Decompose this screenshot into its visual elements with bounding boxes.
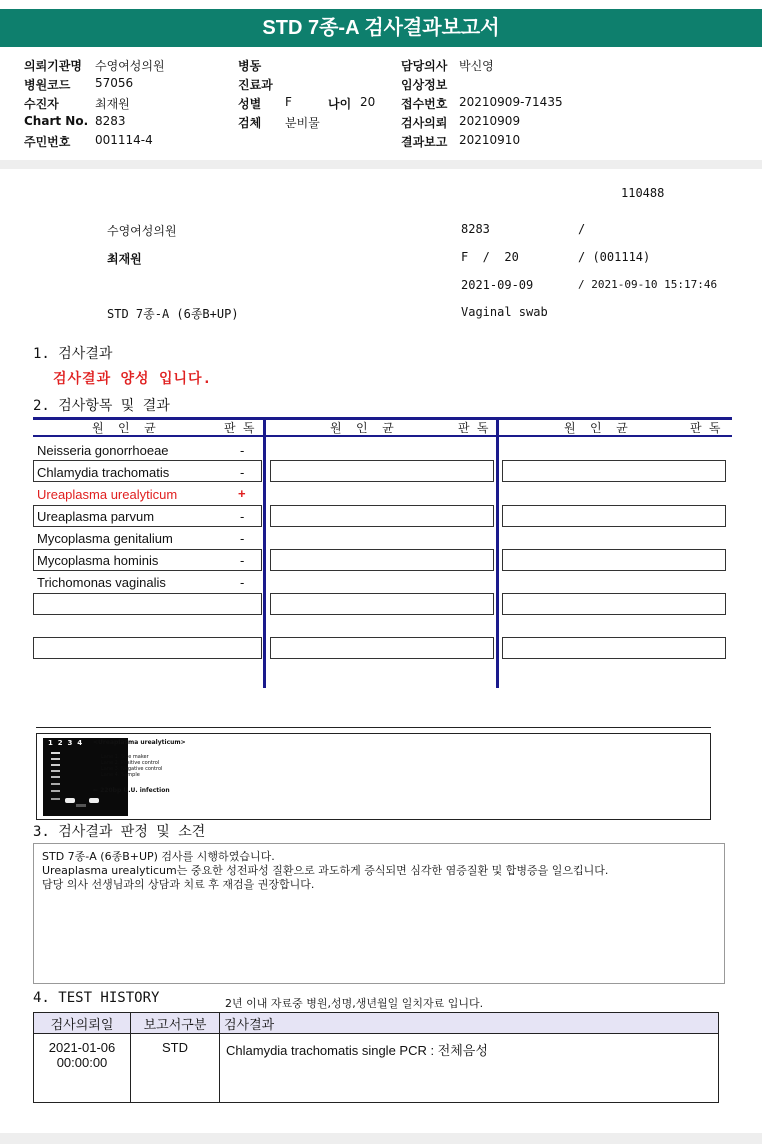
patient-label: 수진자 [24,97,59,111]
row-box [502,549,726,571]
organism-name: Mycoplasma genitalium [37,531,173,546]
sex-value: F [285,95,292,109]
info-name: 최재원 [107,252,142,266]
history-header-result: 검사결과 [220,1013,719,1034]
specimen-label: 검체 [238,116,262,130]
organism-name: Trichomonas vaginalis [37,575,166,590]
receipt-label: 접수번호 [401,97,448,111]
row-box [502,637,726,659]
organism-name: Ureaplasma parvum [37,509,155,524]
history-date: 2021-01-06 [48,1040,116,1055]
col-judg-1: 판 독 [224,421,255,435]
row-box [33,593,262,615]
chart-value: 8283 [95,114,126,128]
gel-band-label: ← 220bp U.U. infection [93,787,170,794]
request-label: 검사의뢰 [401,116,448,130]
doctor-value: 박신영 [459,59,494,73]
result-message: 검사결과 양성 입니다. [53,371,213,387]
col-organism-3: 원 인 균 [564,421,628,435]
row-box [270,460,494,482]
history-date-cell [34,1034,131,1103]
history-header-date: 검사의뢰일 [34,1013,131,1034]
row-box [270,505,494,527]
history-row [34,1034,719,1103]
row-box [502,505,726,527]
gel-band-text: 220bp U.U. infection [100,787,170,794]
info-id: / (001114) [578,250,651,264]
code-value: 57056 [95,76,134,90]
id-value: 001114-4 [95,133,153,147]
report-label: 결과보고 [401,135,448,149]
history-result: Chlamydia trachomatis single PCR : 전체음성 [220,1034,719,1103]
organism-result: - [240,465,245,480]
organism-result: - [240,509,245,524]
history-header-type: 보고서구분 [131,1013,220,1034]
organism-name: Mycoplasma hominis [37,553,159,568]
row-box [270,549,494,571]
findings-box [33,843,725,984]
clinical-label: 임상정보 [401,78,448,92]
row-box [270,637,494,659]
row-box [502,593,726,615]
col-organism-2: 원 인 균 [330,421,394,435]
col-organism-1: 원 인 균 [92,421,156,435]
gel-legend-item: Lane 2. Positive control [101,760,160,766]
chart-label: Chart No. [24,114,89,128]
header-separator [0,160,762,169]
column-divider-2 [496,417,499,688]
info-chart: 8283 [461,222,490,236]
age-value: 20 [360,95,376,109]
section4-title: 4. TEST HISTORY [33,990,160,1006]
row-box [33,637,262,659]
sex-label: 성별 [238,97,262,111]
section1-title: 1. 검사결과 [33,346,113,362]
gel-legend-item: Lane 3. Negative control [101,766,163,772]
info-date2: / 2021-09-10 15:17:46 [578,278,718,291]
column-divider-1 [263,417,266,688]
findings-line: Ureaplasma urealyticum는 중요한 성전파성 질환으로 과도하게 증식되면 심각한 염증질환 및 합병증을 일으킵니다. [42,864,609,877]
info-slash: / [578,222,586,236]
age-label: 나이 [328,97,352,111]
report-title: STD 7종-A 검사결과보고서 [0,9,762,47]
gel-legend-item: Lane 1. Size maker [101,754,149,760]
patient-value: 최재원 [95,97,130,111]
organism-result: - [240,531,245,546]
info-clinic: 수영여성의원 [107,224,177,238]
gel-lane-numbers: 1 2 3 4 [48,739,83,747]
organism-result: - [240,443,245,458]
id-label: 주민번호 [24,135,71,149]
col-judg-2: 판 독 [458,421,489,435]
section2-title: 2. 검사항목 및 결과 [33,398,170,414]
organism-result: - [240,575,245,590]
report-number: 110488 [621,186,665,200]
report-value: 20210910 [459,133,521,147]
gel-image-frame [36,733,711,820]
info-test: STD 7종-A (6종B+UP) [107,307,239,321]
footer-bar [0,1133,762,1144]
dept-label: 진료과 [238,78,273,92]
gel-legend [101,754,162,778]
gel-legend-item: Lane 4. Sample [101,772,140,778]
row-box [270,593,494,615]
history-type: STD [131,1034,220,1103]
doctor-label: 담당의사 [401,59,448,73]
institution-value: 수영여성의원 [95,59,165,73]
history-time: 00:00:00 [56,1055,108,1070]
col-judg-3: 판 독 [690,421,721,435]
request-value: 20210909 [459,114,521,128]
row-box [502,460,726,482]
organism-name: Chlamydia trachomatis [37,465,170,480]
info-sexage: F / 20 [461,250,519,264]
info-specimen: Vaginal swab [461,305,548,319]
organism-name: Neisseria gonorrhoeae [37,443,169,458]
history-table [33,1012,719,1103]
ward-label: 병동 [238,59,262,73]
organism-result-positive: + [238,486,246,501]
code-label: 병원코드 [24,78,71,92]
section3-title: 3. 검사결과 판정 및 소견 [33,824,206,840]
gel-top-line [36,727,711,728]
findings-line: STD 7종-A (6종B+UP) 검사를 시행하였습니다. [42,850,275,863]
info-date1: 2021-09-09 [461,278,534,292]
specimen-value: 분비물 [285,116,320,130]
history-note: 2년 이내 자료중 병원,성명,생년월일 일치자료 입니다. [225,997,484,1010]
organism-result: - [240,553,245,568]
receipt-value: 20210909-71435 [459,95,563,109]
gel-title: <Ureaplasma urealyticum> [93,739,186,746]
institution-label: 의뢰기관명 [24,59,82,73]
organism-name-positive: Ureaplasma urealyticum [37,487,178,502]
findings-line: 담당 의사 선생님과의 상담과 치료 후 재검을 권장합니다. [42,878,315,891]
